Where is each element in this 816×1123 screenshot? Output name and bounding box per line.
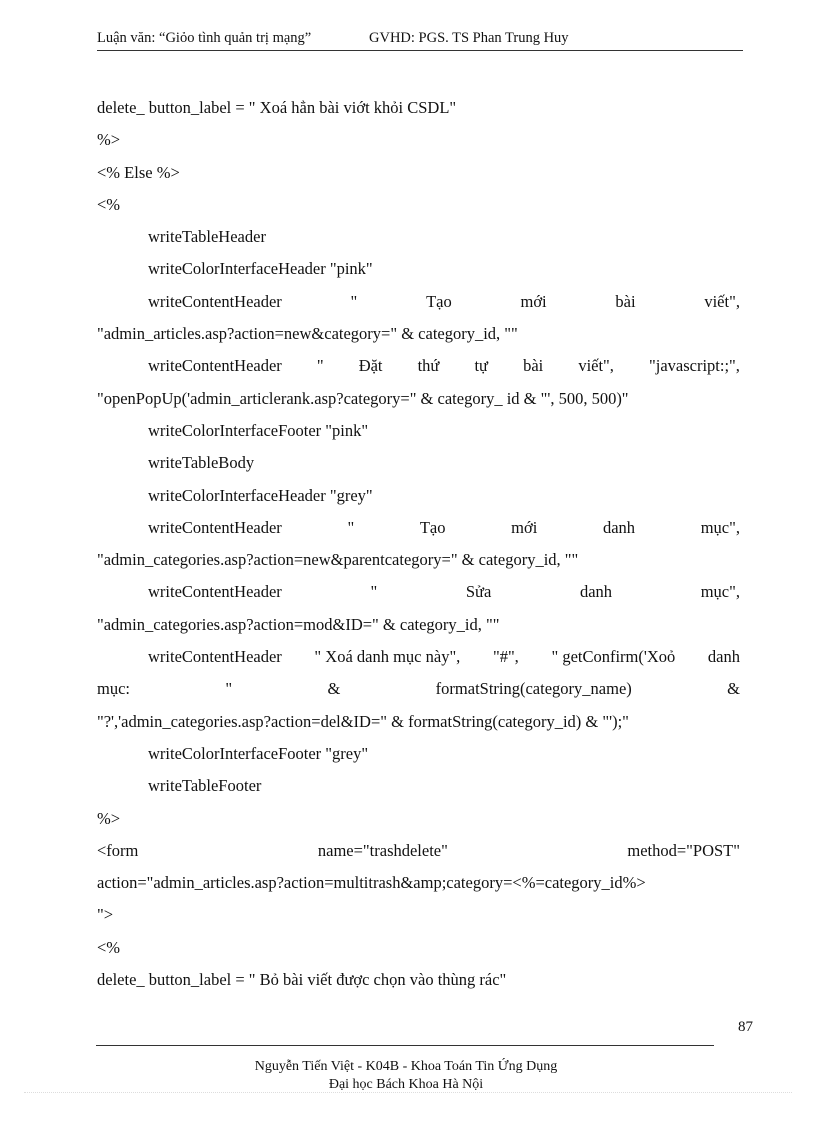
- code-line: <%: [97, 937, 121, 957]
- code-word: ": [350, 291, 358, 311]
- code-line: "admin_categories.asp?action=new&parentcategory=" & category_id, "": [97, 550, 579, 570]
- code-word: viết",: [704, 291, 740, 311]
- code-line-justified: [97, 641, 740, 673]
- code-line: %>: [97, 130, 121, 150]
- code-word: writeContentHeader: [148, 291, 282, 311]
- code-word: writeContentHeader: [148, 582, 282, 602]
- code-word: ": [347, 517, 355, 537]
- code-line: delete_ button_label = " Bỏ bài viết được chọn vào thùng rác": [97, 970, 507, 990]
- code-word: mục",: [700, 582, 740, 602]
- code-line: writeColorInterfaceFooter "pink": [148, 420, 369, 440]
- code-line: "?','admin_categories.asp?action=del&ID=" & formatString(category_id) & "');": [97, 711, 629, 731]
- code-word: danh: [707, 647, 740, 667]
- code-line-justified: [97, 835, 740, 867]
- code-word: thứ: [417, 356, 440, 376]
- code-word: Tạo: [426, 291, 452, 311]
- code-word: <form: [97, 840, 139, 860]
- code-line: "openPopUp('admin_articlerank.asp?category=" & category_ id & "', 500, 500)": [97, 388, 629, 408]
- code-word: name="trashdelete": [317, 840, 448, 860]
- code-line: writeTableBody: [148, 453, 255, 473]
- code-word: danh: [579, 582, 613, 602]
- code-word: ": [316, 356, 324, 376]
- code-word: mục",: [700, 517, 740, 537]
- code-word: Sửa: [465, 582, 492, 602]
- code-word: danh: [602, 517, 636, 537]
- code-line-justified: [97, 350, 740, 382]
- code-line: writeTableHeader: [148, 227, 266, 247]
- code-word: &: [727, 679, 740, 699]
- code-line: <%: [97, 194, 121, 214]
- code-word: bài: [523, 356, 544, 376]
- author-line: Nguyễn Tiến Việt - K04B - Khoa Toán Tin Ứng Dụng: [254, 1059, 558, 1074]
- page-number: 87: [738, 1019, 753, 1035]
- code-line: "admin_categories.asp?action=mod&ID=" & category_id, "": [97, 614, 500, 634]
- code-word: mục:: [97, 679, 130, 699]
- code-line: writeTableFooter: [148, 776, 262, 796]
- code-word: ": [225, 679, 233, 699]
- code-word: formatString(category_name): [435, 679, 632, 699]
- university-line: Đại học Bách Khoa Hà Nội: [328, 1077, 484, 1092]
- footer-divider: [96, 1045, 714, 1046]
- code-word: ": [370, 582, 378, 602]
- code-line-justified: [97, 512, 740, 544]
- page-header: [97, 28, 743, 51]
- code-word: tự: [474, 356, 488, 376]
- code-word: Tạo: [419, 517, 446, 537]
- page-footer: [0, 1058, 812, 1094]
- code-line: action="admin_articles.asp?action=multitrash&amp;category=<%=category_id%>: [97, 873, 646, 893]
- code-word: mới: [520, 291, 547, 311]
- code-line: <% Else %>: [97, 162, 180, 182]
- code-word: Đặt: [358, 356, 383, 376]
- code-word: " getConfirm('Xoỏ: [551, 647, 676, 667]
- code-line: ">: [97, 905, 114, 925]
- code-word: "javascript:;",: [649, 356, 740, 376]
- code-word: writeContentHeader: [148, 517, 282, 537]
- code-line: delete_ button_label = " Xoá hẳn bài viớt khỏi CSDL": [97, 98, 457, 117]
- code-word: &: [327, 679, 341, 699]
- code-line-justified: [97, 673, 740, 705]
- supervisor: GVHD: PGS. TS Phan Trung Huy: [369, 30, 569, 46]
- code-line: writeColorInterfaceHeader "pink": [148, 259, 373, 279]
- code-line-justified: [97, 576, 740, 608]
- code-listing: [97, 92, 740, 996]
- code-word: mới: [511, 517, 538, 537]
- code-word: bài: [615, 291, 636, 311]
- page-edge-divider: [24, 1092, 792, 1093]
- code-line-justified: [97, 286, 740, 318]
- code-line: writeColorInterfaceFooter "grey": [148, 743, 369, 763]
- code-word: writeContentHeader: [148, 356, 282, 376]
- thesis-title: Luận văn: “Giỏo tình quản trị mạng”: [97, 30, 312, 46]
- code-word: "#",: [492, 647, 519, 667]
- code-word: method="POST": [627, 840, 740, 860]
- code-word: writeContentHeader: [148, 647, 282, 667]
- code-word: " Xoá danh mục này",: [314, 647, 461, 667]
- code-line: "admin_articles.asp?action=new&category=" & category_id, "": [97, 324, 518, 344]
- code-word: viết",: [578, 356, 614, 376]
- code-line: writeColorInterfaceHeader "grey": [148, 485, 373, 505]
- code-line: %>: [97, 808, 121, 828]
